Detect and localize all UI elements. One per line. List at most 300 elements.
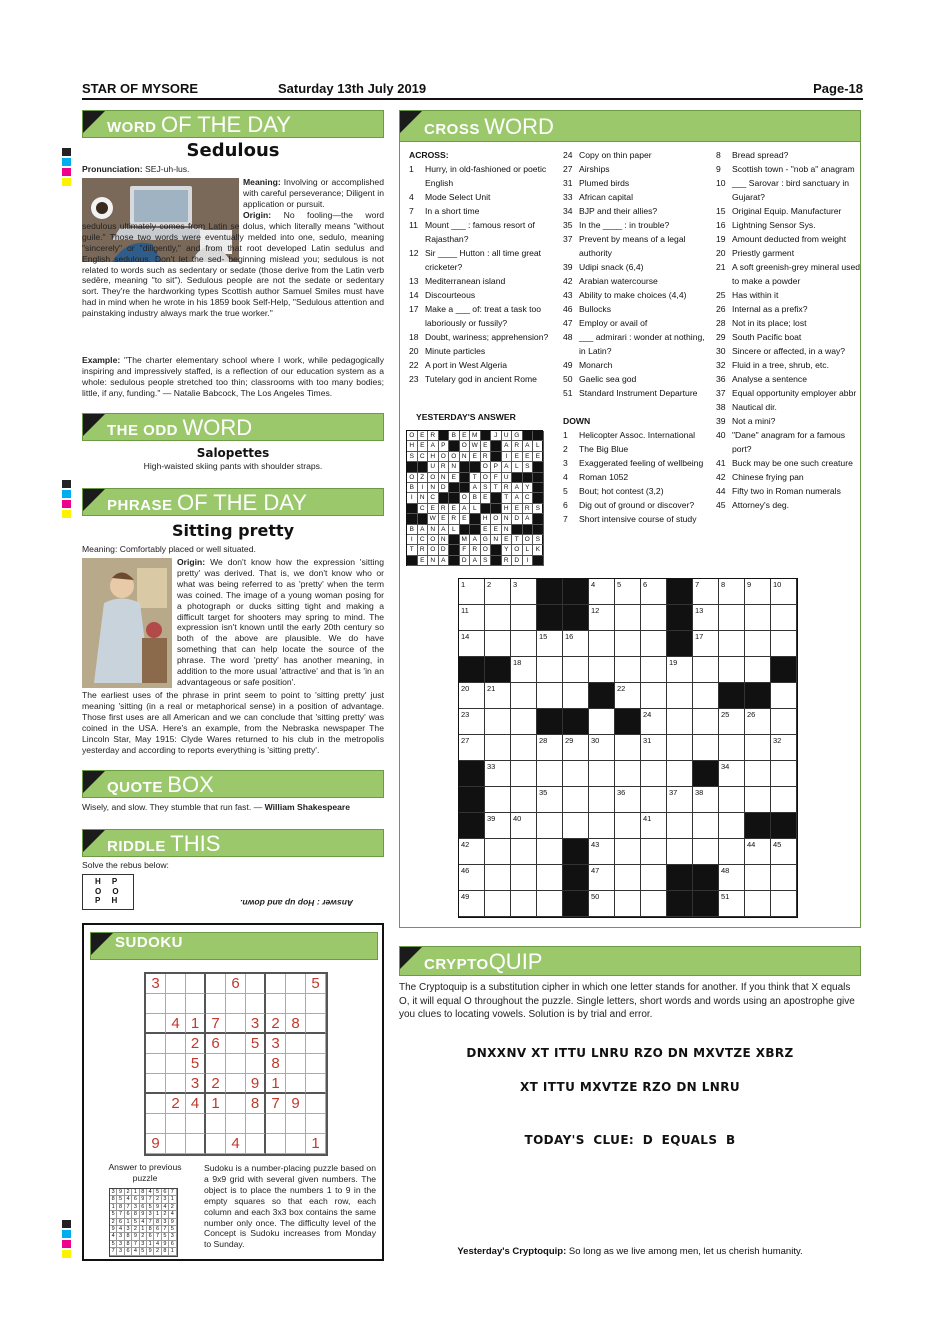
sudoku-cell[interactable] [266,994,286,1014]
sudoku-cell[interactable] [206,974,226,994]
crossword-cell[interactable] [667,761,693,787]
answer-cell: E [460,514,471,524]
black-cell [667,579,693,605]
answer-cell: A [428,441,439,451]
sudoku-answer-cell: 7 [162,1226,169,1233]
sudoku-cell[interactable]: 5 [306,974,326,994]
crossword-cell[interactable] [719,813,745,839]
crossword-cell[interactable] [719,839,745,865]
cell-number: 41 [643,814,652,823]
sudoku-cell[interactable] [166,1074,186,1094]
crossword-cell[interactable] [719,631,745,657]
sudoku-cell[interactable]: 2 [166,1094,186,1114]
answer-cell: Y [502,545,513,555]
crossword-cell[interactable] [589,839,615,865]
cryptoquip-banner: CRYPTOQUIP [399,946,861,976]
crossword-cell[interactable] [745,761,771,787]
sudoku-answer-cell: 6 [117,1219,124,1226]
sudoku-cell[interactable]: 7 [266,1094,286,1114]
crossword-cell[interactable] [745,891,771,917]
sudoku-cell[interactable] [146,1074,166,1094]
crossword-cell[interactable] [537,657,563,683]
clue-number: 20 [716,248,726,258]
crossword-cell[interactable] [719,709,745,735]
clue-item [563,512,711,526]
crossword-cell[interactable] [589,605,615,631]
sudoku-cell[interactable] [246,1054,266,1074]
answer-cell: R [502,483,513,493]
sudoku-answer-cell: 6 [162,1189,169,1196]
crossword-cell[interactable] [563,683,589,709]
answer-cell: T [502,493,513,503]
crossword-cell[interactable] [485,709,511,735]
crossword-cell[interactable] [693,813,719,839]
black-cell [459,657,485,683]
clue-number: 47 [563,318,573,328]
sudoku-cell[interactable] [246,1134,266,1154]
crossword-cell[interactable] [589,735,615,761]
sudoku-cell[interactable] [206,1134,226,1154]
sudoku-cell[interactable] [306,1054,326,1074]
crossword-cell[interactable] [641,735,667,761]
crossword-cell[interactable] [615,787,641,813]
crossword-cell[interactable] [615,865,641,891]
sudoku-cell[interactable] [186,1134,206,1154]
answer-cell: S [533,535,544,545]
crossword-cell[interactable] [693,631,719,657]
sudoku-cell[interactable] [286,1114,306,1134]
crossword-cell[interactable] [641,683,667,709]
clue-item [716,204,861,218]
crossword-cell[interactable] [745,709,771,735]
crossword-cell[interactable] [719,761,745,787]
sudoku-answer-grid [109,1188,178,1257]
sudoku-cell[interactable]: 3 [186,1074,206,1094]
sudoku-cell[interactable]: 9 [286,1094,306,1114]
sudoku-cell[interactable] [166,974,186,994]
sudoku-cell[interactable] [226,1114,246,1134]
black-cell [449,441,460,451]
crossword-cell[interactable] [771,709,797,735]
crossword-cell[interactable] [641,709,667,735]
answer-cell: H [481,514,492,524]
crossword-cell[interactable] [693,605,719,631]
sudoku-cell[interactable] [186,994,206,1014]
crossword-cell[interactable] [563,787,589,813]
crossword-cell[interactable] [745,579,771,605]
crossword-cell[interactable] [615,761,641,787]
crossword-cell[interactable] [667,787,693,813]
crossword-cell[interactable] [459,865,485,891]
sudoku-cell[interactable] [266,1114,286,1134]
crossword-cell[interactable] [589,709,615,735]
crossword-cell[interactable] [745,657,771,683]
clue-text: Priestly garment [732,248,795,258]
crossword-cell[interactable] [693,787,719,813]
answer-cell: C [418,452,429,462]
crossword-cell[interactable] [563,631,589,657]
crossword-cell[interactable] [641,839,667,865]
crossword-cell[interactable] [511,631,537,657]
clue-item [409,204,554,218]
crossword-cell[interactable] [771,761,797,787]
sudoku-cell[interactable]: 5 [246,1034,266,1054]
crossword-cell[interactable] [771,865,797,891]
sudoku-cell[interactable] [246,974,266,994]
black-cell [615,709,641,735]
crossword-cell[interactable] [511,787,537,813]
sudoku-cell[interactable] [226,1094,246,1114]
crossword-cell[interactable] [771,839,797,865]
crossword-cell[interactable] [511,657,537,683]
cell-number: 2 [487,580,492,589]
crossword-cell[interactable] [589,657,615,683]
crossword-cell[interactable] [537,631,563,657]
crossword-cell[interactable] [459,839,485,865]
crossword-cell[interactable] [485,839,511,865]
clue-text: Exaggerated feeling of wellbeing [579,458,704,468]
answer-cell: S [481,556,492,566]
crossword-cell[interactable] [537,813,563,839]
crossword-cell[interactable] [771,605,797,631]
clue-text: Short intensive course of study [579,514,697,524]
sudoku-cell[interactable]: 8 [266,1054,286,1074]
sudoku-cell[interactable] [306,1114,326,1134]
crossword-cell[interactable] [641,761,667,787]
sudoku-cell[interactable] [266,1134,286,1154]
crossword-cell[interactable] [771,631,797,657]
clue-text: Attorney's deg. [732,500,790,510]
sudoku-cell[interactable] [206,1114,226,1134]
crossword-cell[interactable] [641,631,667,657]
crossword-cell[interactable] [485,761,511,787]
cell-number: 1 [461,580,466,589]
crossword-cell[interactable] [589,787,615,813]
crossword-cell[interactable] [693,683,719,709]
sudoku-answer-cell: 8 [132,1211,139,1218]
sudoku-cell[interactable]: 2 [186,1034,206,1054]
crossword-cell[interactable] [615,735,641,761]
crossword-cell[interactable] [667,683,693,709]
crossword-cell[interactable] [589,579,615,605]
sudoku-cell[interactable]: 9 [246,1074,266,1094]
sudoku-cell[interactable] [146,1034,166,1054]
black-cell [667,631,693,657]
crossword-cell[interactable] [485,787,511,813]
answer-cell: K [533,545,544,555]
crossword-cell[interactable] [563,813,589,839]
crossword-cell[interactable] [771,735,797,761]
phrase-meaning: Meaning: Comfortably placed or well situated. [82,544,256,554]
clue-text: Ability to make choices (4,4) [579,290,687,300]
crossword-cell[interactable] [537,761,563,787]
crossword-cell[interactable] [693,709,719,735]
crossword-cell[interactable] [485,683,511,709]
sudoku-cell[interactable] [146,1114,166,1134]
crossword-cell[interactable] [459,735,485,761]
crossword-cell[interactable] [459,605,485,631]
sudoku-answer-cell: 4 [140,1219,147,1226]
crossword-cell[interactable] [745,865,771,891]
crossword-cell[interactable] [719,865,745,891]
sudoku-cell[interactable] [286,1034,306,1054]
crossword-cell[interactable] [719,891,745,917]
sudoku-cell[interactable] [286,1054,306,1074]
crossword-cell[interactable] [485,813,511,839]
clue-number: 25 [716,290,726,300]
sudoku-cell[interactable]: 1 [266,1074,286,1094]
crossword-cell[interactable] [693,657,719,683]
cell-number: 3 [513,580,518,589]
sudoku-cell[interactable]: 7 [206,1014,226,1034]
crossword-cell[interactable] [511,891,537,917]
crossword-cell[interactable] [459,683,485,709]
sudoku-cell[interactable] [186,974,206,994]
answer-cell: E [418,556,429,566]
crossword-cell[interactable] [641,865,667,891]
sudoku-cell[interactable] [226,1054,246,1074]
crossword-cell[interactable] [511,865,537,891]
crossword-cell[interactable] [485,579,511,605]
crossword-cell[interactable] [511,683,537,709]
crossword-cell[interactable] [615,891,641,917]
crossword-cell[interactable] [485,891,511,917]
answer-cell: T [407,545,418,555]
crossword-cell[interactable] [537,683,563,709]
crossword-cell[interactable] [693,839,719,865]
crossword-cell[interactable] [511,709,537,735]
sudoku-cell[interactable] [166,1034,186,1054]
crossword-cell[interactable] [511,579,537,605]
crossword-cell[interactable] [641,813,667,839]
crossword-cell[interactable] [719,735,745,761]
crossword-cell[interactable] [641,657,667,683]
black-cell [459,813,485,839]
crossword-cell[interactable] [641,579,667,605]
sudoku-cell[interactable] [226,1074,246,1094]
black-cell [460,525,471,535]
sudoku-cell[interactable] [226,1034,246,1054]
clue-number: 12 [409,248,419,258]
crossword-cell[interactable] [693,735,719,761]
sudoku-cell[interactable] [286,974,306,994]
sudoku-cell[interactable]: 4 [226,1134,246,1154]
answer-cell: Y [523,483,534,493]
crossword-cell[interactable] [589,813,615,839]
answer-cell: F [460,545,471,555]
black-cell [418,514,429,524]
sudoku-cell[interactable] [166,994,186,1014]
crossword-cell[interactable] [693,579,719,605]
crossword-cell[interactable] [745,839,771,865]
crossword-cell[interactable] [667,735,693,761]
crossword-grid[interactable] [458,578,798,918]
crossword-cell[interactable] [589,891,615,917]
sudoku-cell[interactable] [206,994,226,1014]
crossword-cell[interactable] [589,761,615,787]
crossword-cell[interactable] [641,605,667,631]
crossword-cell[interactable] [745,605,771,631]
sudoku-cell[interactable]: 1 [206,1094,226,1114]
sudoku-cell[interactable] [186,1114,206,1134]
sudoku-cell[interactable] [206,1054,226,1074]
sudoku-cell[interactable] [286,1074,306,1094]
sudoku-cell[interactable] [146,1054,166,1074]
crossword-cell[interactable] [537,839,563,865]
crossword-cell[interactable] [667,657,693,683]
sudoku-cell[interactable] [306,994,326,1014]
black-cell [771,657,797,683]
crossword-cell[interactable] [641,891,667,917]
clue-item [409,358,554,372]
answer-cell: O [481,545,492,555]
crossword-cell[interactable] [771,683,797,709]
crossword-cell[interactable] [459,631,485,657]
crossword-cell[interactable] [667,709,693,735]
sudoku-cell[interactable] [226,1014,246,1034]
crossword-cell[interactable] [771,787,797,813]
sudoku-cell[interactable] [286,1134,306,1154]
crossword-cell[interactable] [667,839,693,865]
sudoku-answer-cell: 4 [125,1196,132,1203]
sudoku-cell[interactable]: 8 [246,1094,266,1114]
black-cell [563,865,589,891]
sudoku-cell[interactable] [246,994,266,1014]
clue-number: 32 [716,360,726,370]
sudoku-cell[interactable] [226,994,246,1014]
sudoku-cell[interactable] [306,1034,326,1054]
crossword-cell[interactable] [563,735,589,761]
crossword-cell[interactable] [459,891,485,917]
sudoku-cell[interactable] [166,1114,186,1134]
crossword-cell[interactable] [615,683,641,709]
crossword-cell[interactable] [537,865,563,891]
clue-text: Hurry, in old-fashioned or poetic English [425,164,547,188]
crossword-cell[interactable] [485,631,511,657]
sudoku-cell[interactable]: 4 [166,1014,186,1034]
sudoku-cell[interactable] [286,994,306,1014]
crossword-cell[interactable] [719,787,745,813]
sudoku-cell[interactable]: 4 [186,1094,206,1114]
black-cell [719,683,745,709]
crossword-cell[interactable] [589,865,615,891]
sudoku-answer-cell: 4 [169,1211,176,1218]
crossword-cell[interactable] [615,605,641,631]
sudoku-cell[interactable] [306,1074,326,1094]
sudoku-cell[interactable]: 6 [226,974,246,994]
answer-cell: R [418,545,429,555]
crossword-cell[interactable] [563,657,589,683]
crossword-cell[interactable] [771,891,797,917]
crossword-cell[interactable] [615,839,641,865]
sudoku-cell[interactable] [266,974,286,994]
black-cell [449,535,460,545]
clue-item [716,260,861,288]
crossword-cell[interactable] [615,813,641,839]
cell-number: 48 [721,866,730,875]
sudoku-cell[interactable] [306,1094,326,1114]
crossword-cell[interactable] [537,735,563,761]
clue-number: 8 [716,150,721,160]
crossword-cell[interactable] [511,605,537,631]
sudoku-cell[interactable] [146,1014,166,1034]
sudoku-cell[interactable]: 6 [206,1034,226,1054]
crossword-cell[interactable] [745,735,771,761]
crossword-cell[interactable] [563,761,589,787]
clue-text: Airships [579,164,610,174]
crossword-cell[interactable] [511,761,537,787]
black-cell [439,493,450,503]
answer-cell: E [449,504,460,514]
crossword-cell[interactable] [719,657,745,683]
sudoku-cell[interactable]: 2 [206,1074,226,1094]
sudoku-cell[interactable]: 5 [186,1054,206,1074]
sudoku-cell[interactable]: 9 [146,1134,166,1154]
sudoku-answer-cell: 8 [140,1189,147,1196]
sudoku-cell[interactable] [246,1114,266,1134]
crossword-cell[interactable] [719,579,745,605]
sudoku-cell[interactable]: 2 [266,1014,286,1034]
crossword-cell[interactable] [511,839,537,865]
crossword-cell[interactable] [615,657,641,683]
crossword-cell[interactable] [615,579,641,605]
sudoku-cell[interactable]: 1 [186,1014,206,1034]
crossword-cell[interactable] [511,813,537,839]
issue-date: Saturday 13th July 2019 [278,81,427,96]
crossword-cell[interactable] [537,891,563,917]
sudoku-cell[interactable]: 3 [266,1034,286,1054]
sudoku-cell[interactable] [146,1094,166,1114]
crossword-cell[interactable] [745,787,771,813]
crossword-cell[interactable] [771,579,797,605]
clue-text: "Dane" anagram for a famous port? [732,430,846,454]
answer-cell: A [470,535,481,545]
clue-item [716,316,861,330]
crossword-cell[interactable] [485,735,511,761]
crossword-cell[interactable] [459,709,485,735]
crossword-cell[interactable] [537,787,563,813]
clue-text: A soft greenish-grey mineral used to make a powder [732,262,861,286]
answer-cell: R [481,452,492,462]
crossword-cell[interactable] [667,813,693,839]
sudoku-answer-cell: 8 [162,1248,169,1255]
sudoku-cell[interactable]: 1 [306,1134,326,1154]
sudoku-cell[interactable]: 3 [246,1014,266,1034]
crossword-cell[interactable] [589,631,615,657]
clue-number: 4 [563,472,568,482]
sudoku-cell[interactable] [306,1014,326,1034]
crossword-cell[interactable] [641,787,667,813]
sudoku-cell[interactable] [146,994,166,1014]
crossword-cell[interactable] [615,631,641,657]
sudoku-cell[interactable]: 8 [286,1014,306,1034]
crossword-cell[interactable] [511,735,537,761]
sudoku-cell[interactable] [166,1054,186,1074]
crossword-cell[interactable] [459,579,485,605]
cell-number: 24 [643,710,652,719]
sudoku-answer-cell: 4 [132,1248,139,1255]
crossword-cell[interactable] [485,865,511,891]
black-cell [481,431,492,441]
crossword-cell[interactable] [485,605,511,631]
sudoku-cell[interactable]: 3 [146,974,166,994]
clue-number: 6 [563,500,568,510]
crossword-cell[interactable] [745,631,771,657]
sudoku-cell[interactable] [166,1134,186,1154]
answer-cell: C [523,493,534,503]
answer-cell: R [428,431,439,441]
crossword-cell[interactable] [719,605,745,631]
